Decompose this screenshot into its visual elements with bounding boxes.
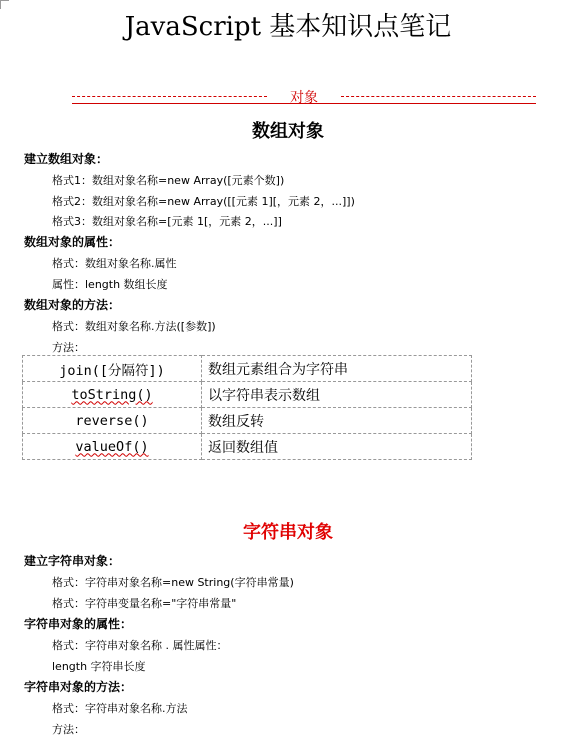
string-methods-line: 格式：字符串对象名称.方法	[52, 702, 188, 715]
table-row	[23, 356, 472, 382]
method-name-text: toString()	[71, 386, 153, 403]
string-props-line: 格式：字符串对象名称 . 属性属性：	[52, 639, 228, 652]
array-props-line: 格式：数组对象名称.属性	[52, 257, 177, 270]
array-methods-line: 方法：	[52, 341, 85, 354]
string-props-label: 字符串对象的属性：	[24, 617, 133, 631]
method-name: reverse()	[23, 408, 202, 434]
method-desc: 返回数组值	[202, 434, 472, 460]
array-props-label: 数组对象的属性：	[24, 235, 121, 249]
method-desc: 数组反转	[202, 408, 472, 434]
section-divider: 对象	[72, 87, 536, 107]
method-name	[23, 382, 202, 408]
string-create-label: 建立字符串对象：	[24, 554, 121, 568]
array-create-line: 格式3：数组对象名称=[元素 1[，元素 2，...]]	[52, 215, 282, 228]
array-heading: 数组对象	[252, 121, 324, 142]
method-name: join([分隔符])	[23, 356, 202, 382]
string-methods-line: 方法：	[52, 723, 85, 736]
table-row	[23, 382, 472, 408]
method-desc: 以字符串表示数组	[202, 382, 472, 408]
array-create-line: 格式1：数组对象名称=new Array([元素个数])	[52, 174, 285, 187]
array-create-label: 建立数组对象：	[24, 152, 109, 166]
array-methods-line: 格式：数组对象名称.方法([参数])	[52, 320, 216, 333]
array-methods-table	[22, 355, 472, 460]
section-underline	[72, 103, 536, 104]
string-create-line: 格式：字符串对象名称=new String(字符串常量)	[52, 576, 294, 589]
string-props-line: length 字符串长度	[52, 660, 146, 673]
method-desc: 数组元素组合为字符串	[202, 356, 472, 382]
string-methods-label: 字符串对象的方法：	[24, 680, 133, 694]
array-props-line: 属性：length 数组长度	[52, 278, 168, 291]
array-create-line: 格式2：数组对象名称=new Array([[元素 1][，元素 2，...]])	[52, 195, 355, 208]
method-name	[23, 434, 202, 460]
table-row	[23, 408, 472, 434]
table-row	[23, 434, 472, 460]
string-create-line: 格式：字符串变量名称="字符串常量"	[52, 597, 237, 610]
string-heading: 字符串对象	[243, 522, 333, 543]
page-title: JavaScript 基本知识点笔记	[124, 12, 452, 42]
array-methods-label: 数组对象的方法：	[24, 298, 121, 312]
method-name-text: valueOf()	[75, 438, 149, 455]
